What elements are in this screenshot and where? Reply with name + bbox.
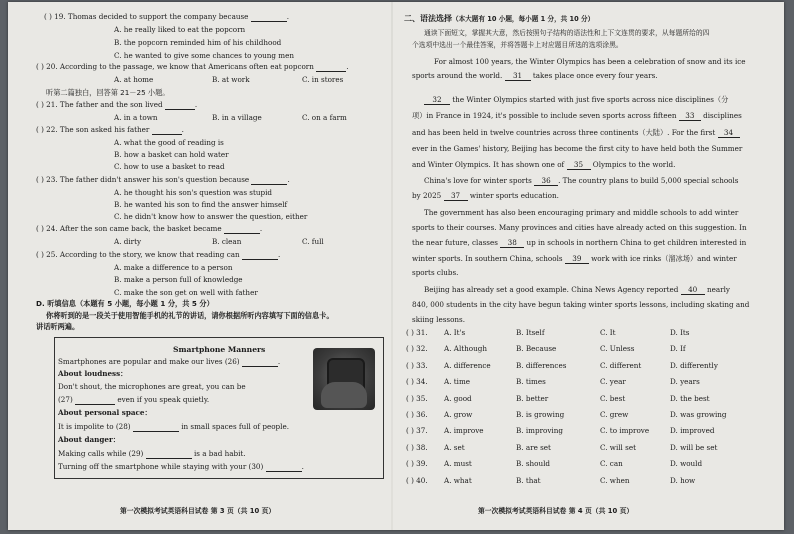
option-choice[interactable]: C. can (600, 459, 623, 469)
option-number: ( ) 39. (406, 459, 428, 469)
passage-line: For almost 100 years, the Winter Olympics has been a celebration of snow and its ice (434, 57, 746, 66)
option: B. he wanted his son to find the answer himself (114, 200, 288, 209)
option-number: ( ) 38. (406, 442, 428, 452)
option-choice[interactable]: A. must (444, 459, 472, 469)
section-heading: 二、语法选择（本大题有 10 小题，每小题 1 分，共 10 分） (404, 14, 595, 23)
option-choice[interactable]: B. improving (516, 426, 563, 436)
instruction: 通读下面短文，掌握其大意，然后按照句子结构的语法性和上下文连贯的要求，从每题所给的四 (424, 29, 710, 37)
passage-line: 32 the Winter Olympics started with just five sports across nice disciplines（分 (424, 95, 728, 105)
option-choice[interactable]: D. If (670, 344, 686, 354)
passage-line: skiing lessons. (412, 315, 466, 324)
option: A. he really liked to eat the popcorn (114, 25, 246, 34)
option-choice[interactable]: B. better (516, 393, 549, 403)
option-number: ( ) 37. (406, 426, 428, 436)
option-number: ( ) 35. (406, 393, 428, 403)
option-choice[interactable]: D. Its (670, 328, 690, 337)
option-choice[interactable]: A. grow (444, 410, 473, 419)
passage-line: the near future, classes 38 up in schools in northern China to get children interested in (412, 238, 747, 247)
option: C. on a farm (302, 113, 347, 122)
option-choice[interactable]: C. to improve (600, 426, 650, 436)
option-choice[interactable]: C. best (600, 393, 626, 403)
answer-blank (242, 250, 278, 260)
option-choice[interactable]: B. are set (516, 442, 551, 452)
option-choice[interactable]: D. improved (670, 426, 715, 436)
option: B. clean (212, 237, 242, 246)
question-19: ( ) 19. Thomas decided to support the company because . (44, 12, 290, 21)
option-choice[interactable]: A. what (444, 475, 472, 485)
section-d-instruction: 你将听到的是一段关于使用智能手机的礼节的讲话，请你根据所听内容填写下面的信息卡。 (46, 311, 334, 320)
card-line: Don't shout, the microphones are great, you can be (58, 382, 246, 391)
option-number: ( ) 31. (406, 328, 428, 337)
option-number: ( ) 40. (406, 475, 428, 485)
passage-line: and has been held in twelve countries across three continents（大陆）. For the first 34 (412, 128, 740, 138)
blank-38: 38 (500, 238, 524, 248)
option: B. in a village (212, 113, 262, 122)
answer-blank (251, 175, 287, 185)
option-choice[interactable]: A. difference (444, 360, 491, 370)
question-22: ( ) 22. The son asked his father . (36, 125, 184, 134)
passage-line: China's love for winter sports 36 . The country plans to build 5,000 special schools (424, 176, 739, 185)
option-number: ( ) 32. (406, 344, 428, 354)
info-card (54, 337, 384, 479)
option: B. the popcorn reminded him of his childhood (114, 38, 282, 47)
card-title: Smartphone Manners (173, 345, 266, 354)
answer-blank (224, 224, 260, 234)
passage-line: The government has also been encouraging primary and middle schools to add winter (424, 208, 739, 217)
option-choice[interactable]: A. set (444, 442, 465, 452)
listening-instruction: 听第二篇独白，回答第 21－25 小题。 (46, 88, 170, 97)
right-page (400, 2, 774, 530)
question-20: ( ) 20. According to the passage, we know that Americans often eat popcorn . (36, 62, 349, 71)
smartphone-photo (313, 348, 375, 410)
blank-30[interactable] (266, 462, 302, 472)
left-page (34, 2, 386, 530)
blank-28[interactable] (133, 422, 179, 432)
card-subheading: About loudness： (58, 369, 128, 378)
answer-blank (316, 62, 346, 72)
section-d-instruction: 讲话听两遍。 (36, 322, 80, 331)
option: A. what the good of reading is (114, 138, 224, 147)
option-choice[interactable]: C. Unless (600, 344, 635, 354)
option-choice[interactable]: B. differences (516, 360, 567, 370)
option: C. he didn't know how to answer the question, either (114, 212, 308, 221)
question-24: ( ) 24. After the son came back, the basket became . (36, 224, 263, 233)
option-choice[interactable]: C. grew (600, 410, 629, 419)
answer-blank (152, 125, 182, 135)
option-choice[interactable]: A. good (444, 393, 472, 403)
page-footer: 第一次模拟考试英语科目试卷 第 3 页（共 10 页） (120, 507, 276, 515)
option-choice[interactable]: B. Itself (516, 328, 545, 337)
option: C. how to use a basket to read (114, 162, 225, 171)
option: C. make the son get on well with father (114, 288, 258, 297)
option: B. at work (212, 75, 250, 84)
blank-33: 33 (679, 111, 701, 121)
answer-blank (251, 12, 287, 22)
option-choice[interactable]: B. Because (516, 344, 557, 354)
question-23: ( ) 23. The father didn't answer his son's question because . (36, 175, 290, 184)
blank-31: 31 (505, 71, 531, 81)
option: A. he thought his son's question was stupid (114, 188, 273, 197)
section-d-heading: D. 听填信息（本题有 5 小题，每小题 1 分，共 5 分） (36, 299, 214, 308)
passage-line: ever in the Games' history, Beijing has become the first city to have held both the Summer (412, 144, 743, 153)
option: A. dirty (114, 237, 142, 246)
option-choice[interactable]: B. that (516, 475, 541, 485)
passage-line: sports around the world. 31 takes place once every four years. (412, 71, 658, 80)
option: A. at home (114, 75, 154, 84)
blank-26[interactable] (242, 357, 278, 367)
option: C. in stores (302, 75, 344, 84)
passage-line: sports to their courses. Many provinces and cities have already acted on this suggestion. In (412, 223, 747, 232)
card-line: Smartphones are popular and make our lives (26) . (58, 357, 281, 366)
option-choice[interactable]: B. should (516, 459, 551, 469)
option: C. full (302, 237, 324, 246)
option-choice[interactable]: B. is growing (516, 410, 565, 419)
option-number: ( ) 33. (406, 360, 428, 370)
card-line: (27) even if you speak quietly. (58, 395, 210, 404)
blank-29[interactable] (146, 449, 192, 459)
option: A. make a difference to a person (114, 263, 233, 272)
exam-sheet (8, 2, 784, 530)
option: B. how a basket can hold water (114, 150, 229, 159)
card-line: Making calls while (29) is a bad habit. (58, 449, 246, 458)
question-21: ( ) 21. The father and the son lived . (36, 100, 198, 109)
option-choice[interactable]: D. differently (670, 360, 718, 370)
option-choice[interactable]: A. Although (444, 344, 487, 354)
option-choice[interactable]: A. It's (444, 328, 466, 337)
option: C. he wanted to give some chances to young men (114, 51, 294, 60)
option: A. in a town (114, 113, 158, 122)
option-choice[interactable]: C. will set (600, 442, 636, 452)
passage-line: sports clubs. (412, 268, 459, 277)
question-25: ( ) 25. According to the story, we know that reading can . (36, 250, 281, 259)
page-footer: 第一次模拟考试英语科目试卷 第 4 页（共 10 页） (478, 507, 634, 515)
passage-line: by 2025 37 winter sports education. (412, 191, 559, 200)
option-choice[interactable]: B. times (516, 377, 546, 387)
passage-line: and Winter Olympics. It has shown one of 35 Olympics to the world. (412, 160, 676, 169)
passage-line: Beijing has already set a good example. China News Agency reported 40 nearly (424, 285, 730, 294)
answer-blank (165, 100, 195, 110)
option-choice[interactable]: A. improve (444, 426, 484, 436)
option-number: ( ) 34. (406, 377, 428, 387)
option-choice[interactable]: C. different (600, 360, 642, 370)
hand-shape (321, 382, 367, 408)
option: B. make a person full of knowledge (114, 275, 243, 284)
blank-34: 34 (718, 128, 740, 138)
instruction: 个选项中选出一个最佳答案，并将答题卡上对应题目所选的选项涂黑。 (412, 41, 623, 49)
blank-40: 40 (681, 285, 705, 295)
option-choice[interactable]: D. how (670, 475, 696, 485)
passage-line: 840, 000 students in the city have begun taking winter sports lessons, including skating and (412, 300, 750, 309)
option-choice[interactable]: D. years (670, 377, 700, 387)
option-number: ( ) 36. (406, 410, 428, 419)
option-choice[interactable]: C. year (600, 377, 626, 387)
card-subheading: About danger： (58, 435, 120, 444)
option-choice[interactable]: D. would (670, 459, 703, 469)
blank-39: 39 (565, 254, 589, 264)
passage-line: 项）in France in 1924, it's possible to include seven sports across fifteen 33 disciplines (412, 111, 742, 120)
blank-27[interactable] (75, 395, 115, 405)
card-subheading: About personal space： (58, 408, 152, 417)
blank-36: 36 (534, 176, 558, 186)
option-choice[interactable]: D. was growing (670, 410, 727, 419)
option-choice[interactable]: D. will be set (670, 442, 718, 452)
card-line: Turning off the smartphone while staying with your (30) . (58, 462, 304, 471)
blank-32: 32 (424, 95, 450, 105)
option-choice[interactable]: D. the best (670, 393, 710, 403)
blank-37: 37 (444, 191, 468, 201)
passage-line: winter sports. In southern China, schools 39 work with ice rinks（溜冰场）and winter (412, 254, 737, 263)
option-choice[interactable]: A. time (444, 377, 471, 387)
option-choice[interactable]: C. when (600, 475, 630, 485)
option-choice[interactable]: C. It (600, 328, 616, 337)
card-line: It is impolite to (28) in small spaces full of people. (58, 422, 289, 431)
blank-35: 35 (567, 160, 591, 170)
